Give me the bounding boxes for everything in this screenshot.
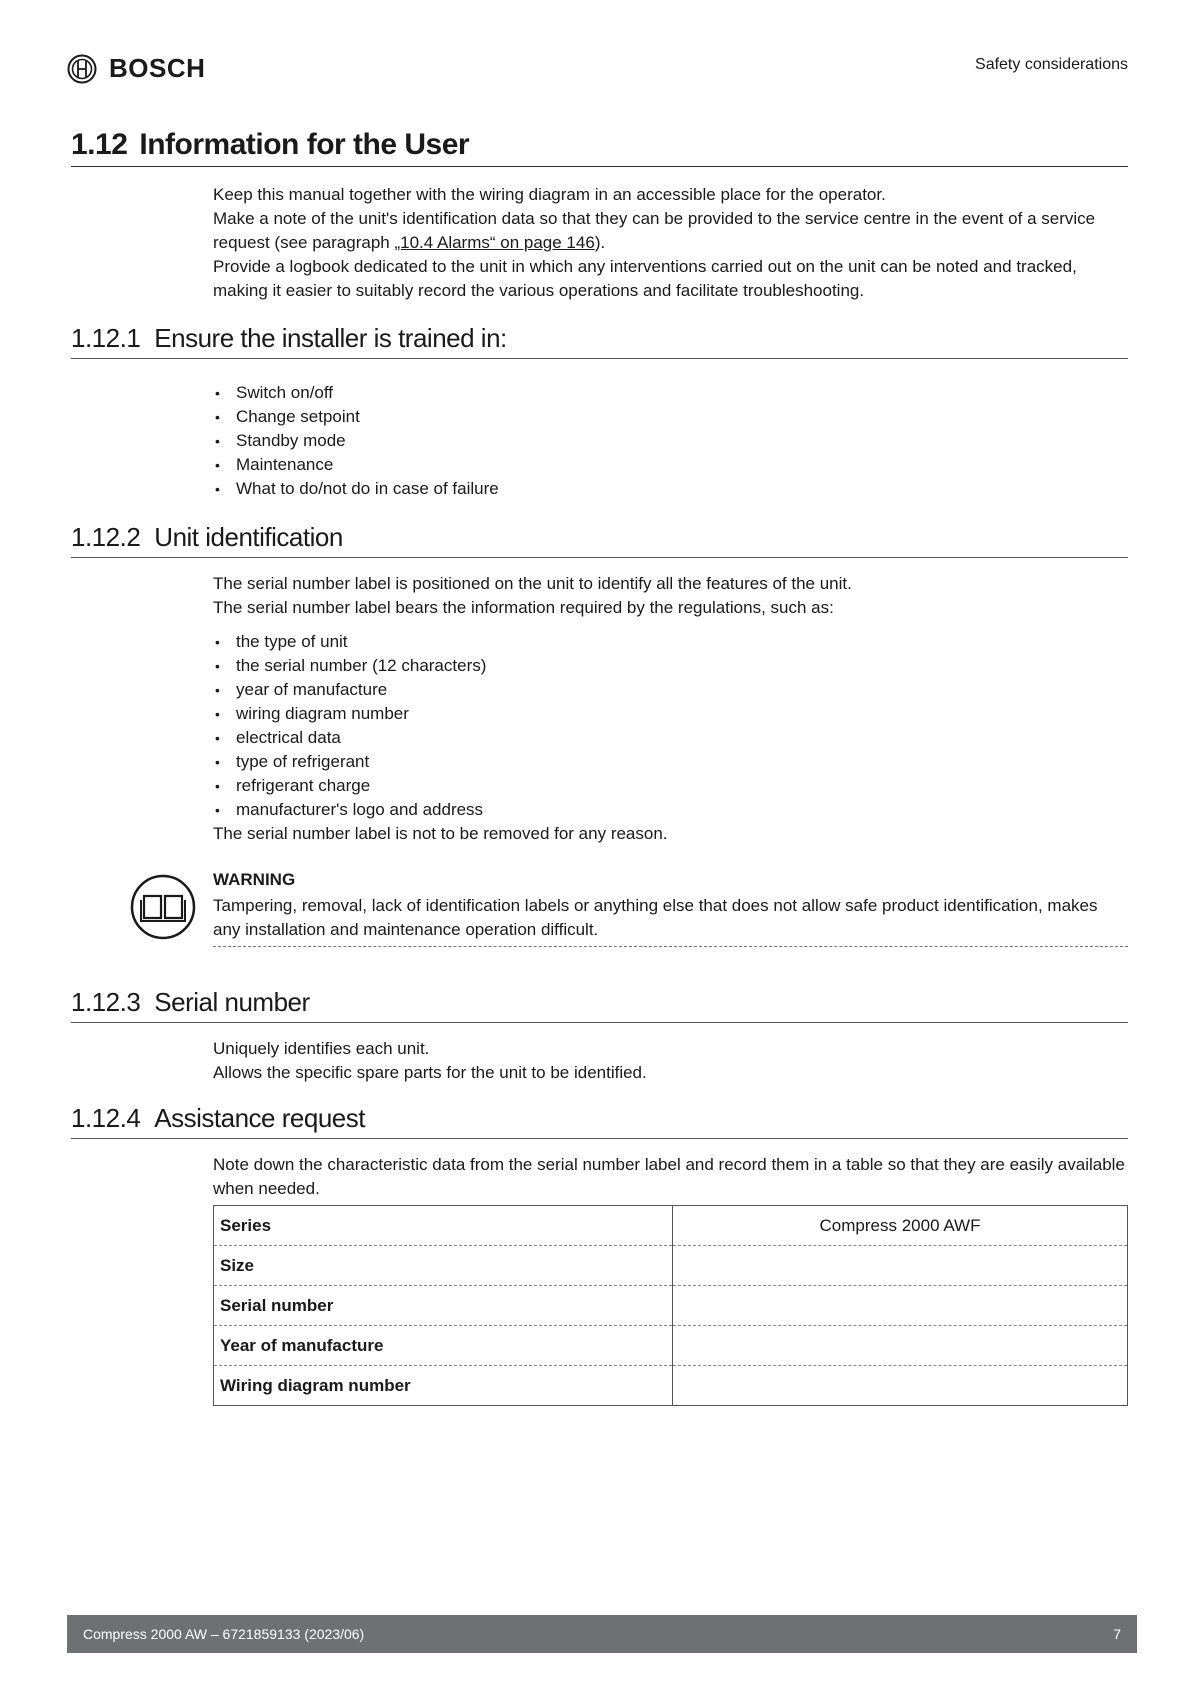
paragraph-text: Make a note of the unit's identification data so that they can be provided to the service centre in the event of a service request (see paragraph <box>213 209 1096 252</box>
subsection-number: 1.12.4 <box>71 1103 141 1133</box>
training-list <box>213 381 499 501</box>
paragraph-text: ). <box>594 233 606 252</box>
subsection-number: 1.12.1 <box>71 323 141 353</box>
page-footer <box>67 1615 1137 1653</box>
section-heading <box>71 128 1128 167</box>
table-cell-label: Size <box>214 1246 673 1286</box>
section-title: Information for the User <box>139 128 470 161</box>
list-item: • the type of unit <box>213 630 486 654</box>
subsection-title: Serial number <box>154 987 310 1017</box>
paragraph: Keep this manual together with the wiring diagram in an accessible place for the operator. <box>213 185 886 204</box>
table-cell-value <box>673 1286 1128 1326</box>
list-item: • wiring diagram number <box>213 702 486 726</box>
list-item: • Change setpoint <box>213 405 499 429</box>
subsection-title: Unit identification <box>154 522 343 552</box>
page-number: 7 <box>1113 1626 1121 1642</box>
list-item: • Switch on/off <box>213 381 499 405</box>
list-item: • Standby mode <box>213 429 499 453</box>
paragraph: The serial number label is positioned on the unit to identify all the features of the unit. <box>213 574 852 593</box>
paragraph: Uniquely identifies each unit. <box>213 1039 430 1058</box>
subsection-title: Assistance request <box>154 1103 365 1133</box>
table-row <box>214 1286 1128 1326</box>
section-number: 1.12 <box>71 128 128 161</box>
warning-text: Tampering, removal, lack of identification labels or anything else that does not allow safe product identification, makes any installation and maintenance operation difficult. <box>213 896 1098 939</box>
subsection-heading-3 <box>71 987 1128 1023</box>
divider <box>213 946 1128 947</box>
paragraph: The serial number label is not to be removed for any reason. <box>213 824 668 843</box>
table-row <box>214 1246 1128 1286</box>
warning-notice <box>130 870 1128 948</box>
subsection-heading-4 <box>71 1103 1128 1139</box>
paragraph: The serial number label bears the information required by the regulations, such as: <box>213 598 834 617</box>
manual-book-icon <box>130 874 196 940</box>
table-cell-label: Serial number <box>214 1286 673 1326</box>
subsection-title: Ensure the installer is trained in: <box>154 323 507 353</box>
table-row <box>214 1206 1128 1246</box>
bosch-armature-icon <box>67 54 97 84</box>
paragraph: Provide a logbook dedicated to the unit in which any interventions carried out on the unit can be noted and tracked, making it easier to suitably record the various operations and facilitate troubleshooting. <box>213 257 1077 300</box>
serial-number-description <box>213 1037 1128 1085</box>
table-cell-value <box>673 1366 1128 1406</box>
subsection-number: 1.12.2 <box>71 522 141 552</box>
warning-title: WARNING <box>213 870 296 889</box>
subsection-number: 1.12.3 <box>71 987 141 1017</box>
list-item: • the serial number (12 characters) <box>213 654 486 678</box>
label-info-list <box>213 630 486 822</box>
list-item: • What to do/not do in case of failure <box>213 477 499 501</box>
footer-document-id: Compress 2000 AW – 6721859133 (2023/06) <box>83 1626 365 1642</box>
table-cell-value <box>673 1246 1128 1286</box>
brand-name: BOSCH <box>109 53 206 83</box>
table-cell-value: Compress 2000 AWF <box>673 1206 1128 1246</box>
table-row <box>214 1326 1128 1366</box>
table-cell-label: Year of manufacture <box>214 1326 673 1366</box>
table-row <box>214 1366 1128 1406</box>
unit-data-table <box>213 1205 1128 1406</box>
unit-identification-intro <box>213 572 1128 620</box>
list-item: • electrical data <box>213 726 486 750</box>
header-section-title: Safety considerations <box>975 56 1128 73</box>
paragraph: Note down the characteristic data from the serial number label and record them in a table so that they are easily available when needed. <box>213 1155 1125 1198</box>
list-item: • refrigerant charge <box>213 774 486 798</box>
table-cell-label: Wiring diagram number <box>214 1366 673 1406</box>
label-removal-note <box>213 822 1128 846</box>
subsection-heading-2 <box>71 522 1128 558</box>
list-item: • type of refrigerant <box>213 750 486 774</box>
cross-reference-link[interactable]: „10.4 Alarms“ on page 146 <box>394 233 595 252</box>
paragraph <box>213 207 1128 255</box>
list-item: • Maintenance <box>213 453 499 477</box>
list-item: • year of manufacture <box>213 678 486 702</box>
table-cell-value <box>673 1326 1128 1366</box>
page-header <box>67 50 1128 90</box>
section-intro <box>213 183 1128 303</box>
list-item: • manufacturer's logo and address <box>213 798 486 822</box>
assistance-intro <box>213 1153 1128 1201</box>
paragraph: Allows the specific spare parts for the unit to be identified. <box>213 1063 647 1082</box>
subsection-heading-1 <box>71 323 1128 359</box>
bosch-logo <box>67 53 205 84</box>
table-cell-label: Series <box>214 1206 673 1246</box>
